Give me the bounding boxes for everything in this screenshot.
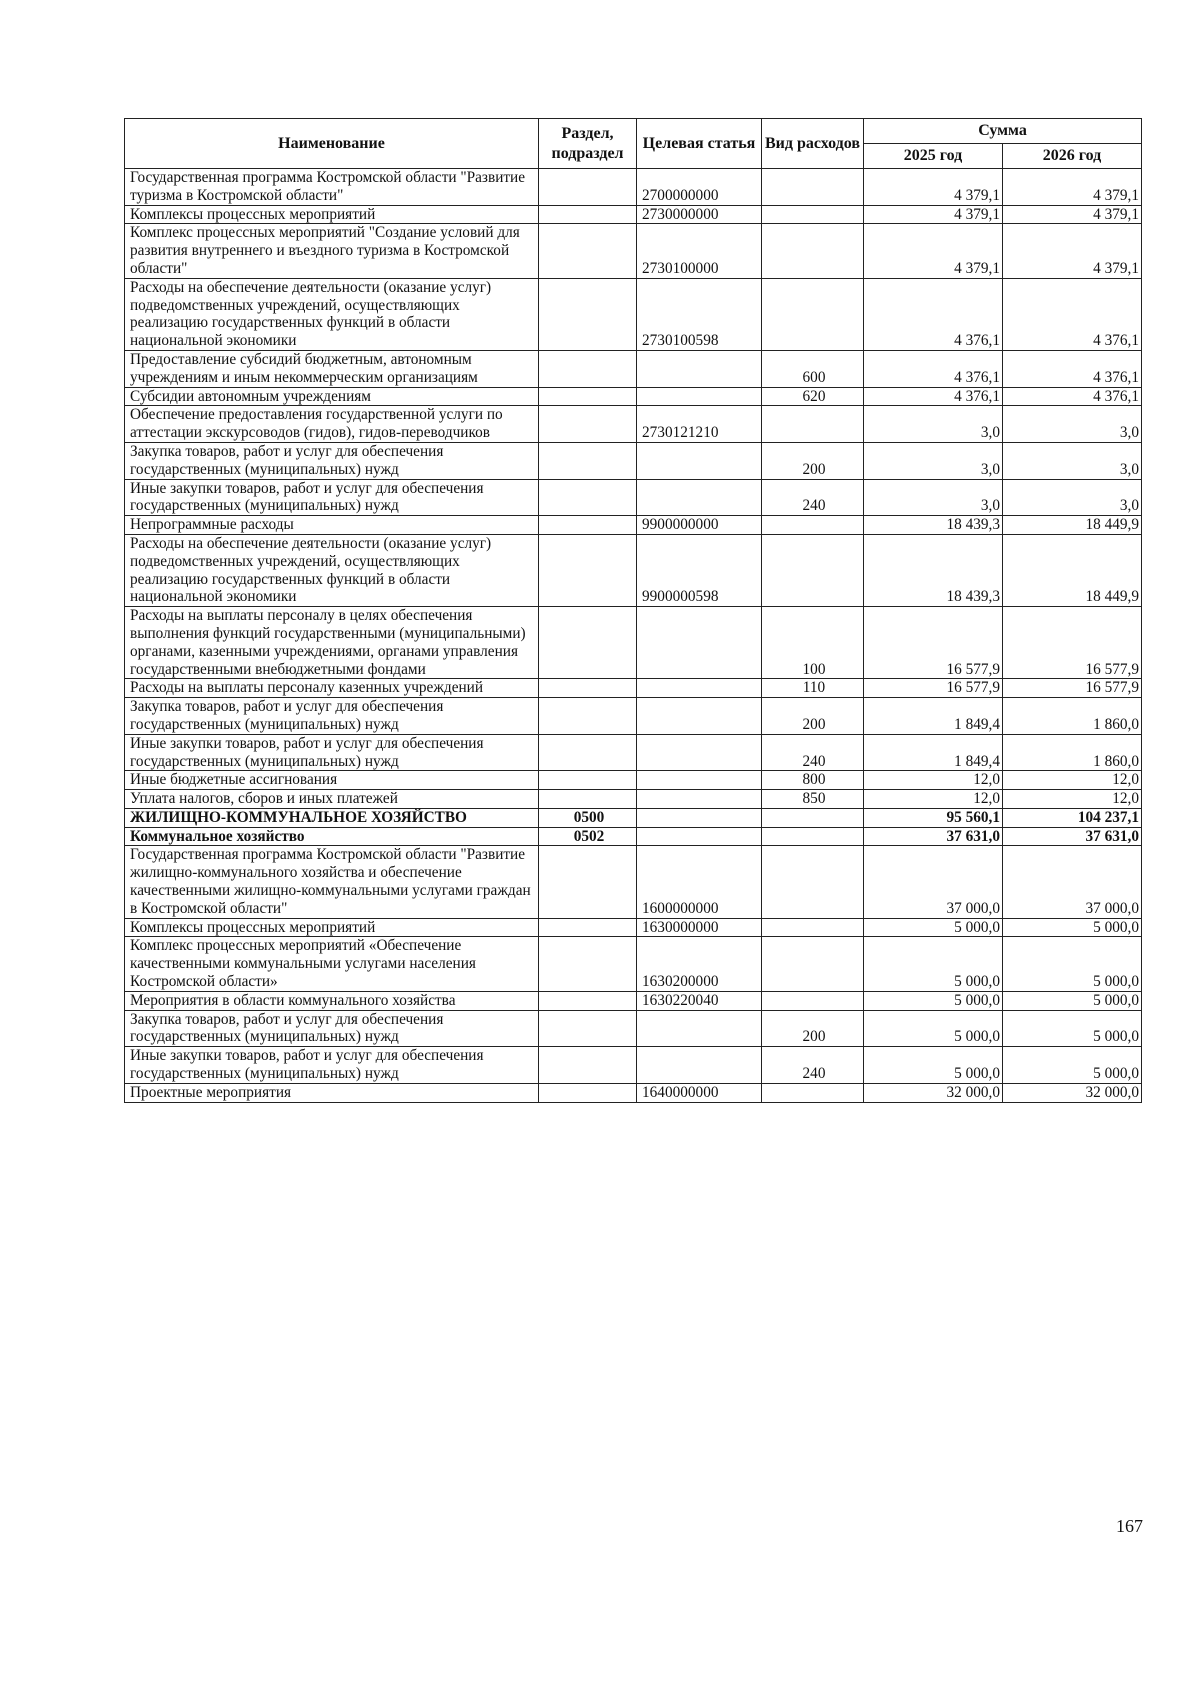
cell-target [637,698,762,735]
cell-target: 2730121210 [637,406,762,443]
header-2026: 2026 год [1003,144,1142,169]
table-row [125,827,1142,846]
page-number: 167 [1116,1516,1143,1536]
cell-2025: 5 000,0 [864,937,1003,991]
cell-2026: 4 376,1 [1003,350,1142,387]
cell-2026: 4 379,1 [1003,224,1142,278]
cell-2026: 4 376,1 [1003,278,1142,350]
cell-type: 100 [762,607,864,679]
cell-2025: 1 849,4 [864,698,1003,735]
cell-2026: 16 577,9 [1003,679,1142,698]
cell-type: 240 [762,734,864,771]
cell-type [762,169,864,206]
table-row [125,516,1142,535]
cell-2025: 12,0 [864,790,1003,809]
cell-section [539,387,637,406]
cell-section [539,698,637,735]
cell-name: Расходы на выплаты персоналу в целях обеспечения выполнения функций государственными (муниципальными) органами, казенными учреждениями, органами управления государственными внебюджетными фондами [125,607,539,679]
table-row [125,846,1142,918]
cell-section [539,679,637,698]
cell-target [637,827,762,846]
cell-type: 620 [762,387,864,406]
table-row [125,1083,1142,1102]
cell-section [539,205,637,224]
cell-type [762,918,864,937]
table-row [125,442,1142,479]
table-row [125,406,1142,443]
cell-section: 0500 [539,808,637,827]
cell-section [539,790,637,809]
cell-section [539,224,637,278]
cell-name: Комплекс процессных мероприятий "Создание условий для развития внутреннего и въездного туризма в Костромской области" [125,224,539,278]
cell-section [539,607,637,679]
header-section: Раздел, подраздел [539,119,637,169]
table-row [125,991,1142,1010]
cell-name: Комплекс процессных мероприятий «Обеспечение качественными коммунальными услугами населения Костромской области» [125,937,539,991]
cell-section [539,771,637,790]
cell-2026: 5 000,0 [1003,1047,1142,1084]
cell-name: Государственная программа Костромской области "Развитие туризма в Костромской области" [125,169,539,206]
header-sum: Сумма [864,119,1142,144]
cell-2026: 4 376,1 [1003,387,1142,406]
cell-2026: 5 000,0 [1003,1010,1142,1047]
cell-2025: 1 849,4 [864,734,1003,771]
cell-target [637,479,762,516]
cell-target: 2700000000 [637,169,762,206]
cell-name: Обеспечение предоставления государственной услуги по аттестации экскурсоводов (гидов), гидов-переводчиков [125,406,539,443]
table-row [125,169,1142,206]
cell-name: Расходы на обеспечение деятельности (оказание услуг) подведомственных учреждений, осуществляющих реализацию государственных функций в области национальной экономики [125,278,539,350]
cell-2025: 4 376,1 [864,350,1003,387]
cell-target [637,790,762,809]
cell-2026: 5 000,0 [1003,991,1142,1010]
cell-name: Иные бюджетные ассигнования [125,771,539,790]
cell-name: Закупка товаров, работ и услуг для обеспечения государственных (муниципальных) нужд [125,698,539,735]
cell-2025: 4 379,1 [864,224,1003,278]
cell-2026: 5 000,0 [1003,918,1142,937]
cell-section [539,1083,637,1102]
cell-name: Комплексы процессных мероприятий [125,918,539,937]
cell-name: Государственная программа Костромской области "Развитие жилищно-коммунального хозяйства и обеспечение качественными жилищно-коммунальными услугами граждан в Костромской области" [125,846,539,918]
cell-2026: 3,0 [1003,479,1142,516]
cell-2026: 37 000,0 [1003,846,1142,918]
cell-name: Коммунальное хозяйство [125,827,539,846]
cell-section [539,918,637,937]
cell-2025: 5 000,0 [864,1047,1003,1084]
budget-table [124,118,1142,1103]
header-name: Наименование [125,119,539,169]
table-row [125,224,1142,278]
cell-2026: 18 449,9 [1003,534,1142,606]
cell-name: Предоставление субсидий бюджетным, автономным учреждениям и иным некоммерческим организациям [125,350,539,387]
cell-target [637,771,762,790]
cell-2025: 4 376,1 [864,387,1003,406]
cell-section [539,991,637,1010]
cell-target: 9900000000 [637,516,762,535]
cell-2025: 5 000,0 [864,991,1003,1010]
cell-target: 1630000000 [637,918,762,937]
cell-2025: 16 577,9 [864,607,1003,679]
cell-name: Комплексы процессных мероприятий [125,205,539,224]
header-row [125,119,1142,144]
cell-name: ЖИЛИЩНО-КОММУНАЛЬНОЕ ХОЗЯЙСТВО [125,808,539,827]
cell-section [539,1010,637,1047]
cell-name: Иные закупки товаров, работ и услуг для обеспечения государственных (муниципальных) нужд [125,479,539,516]
cell-type [762,516,864,535]
cell-section [539,442,637,479]
cell-2025: 37 000,0 [864,846,1003,918]
cell-type [762,991,864,1010]
cell-type: 200 [762,698,864,735]
table-row [125,918,1142,937]
cell-2026: 12,0 [1003,771,1142,790]
cell-name: Уплата налогов, сборов и иных платежей [125,790,539,809]
cell-target [637,1047,762,1084]
cell-type: 850 [762,790,864,809]
cell-name: Непрограммные расходы [125,516,539,535]
cell-type [762,534,864,606]
header-type: Вид расходов [762,119,864,169]
header-2025: 2025 год [864,144,1003,169]
table-row [125,679,1142,698]
cell-2026: 32 000,0 [1003,1083,1142,1102]
table-row [125,1047,1142,1084]
table-body [125,169,1142,1103]
table-row [125,808,1142,827]
cell-2026: 3,0 [1003,406,1142,443]
table-row [125,205,1142,224]
cell-section [539,846,637,918]
cell-name: Иные закупки товаров, работ и услуг для обеспечения государственных (муниципальных) нужд [125,734,539,771]
cell-2025: 4 376,1 [864,278,1003,350]
cell-target [637,607,762,679]
cell-2025: 3,0 [864,479,1003,516]
cell-type: 240 [762,1047,864,1084]
cell-target: 1630220040 [637,991,762,1010]
cell-2026: 1 860,0 [1003,734,1142,771]
cell-section [539,734,637,771]
cell-2025: 3,0 [864,406,1003,443]
cell-section [539,169,637,206]
header-target: Целевая статья [637,119,762,169]
cell-target [637,442,762,479]
cell-target [637,808,762,827]
cell-2025: 95 560,1 [864,808,1003,827]
cell-2026: 18 449,9 [1003,516,1142,535]
cell-name: Расходы на обеспечение деятельности (оказание услуг) подведомственных учреждений, осуществляющих реализацию государственных функций в области национальной экономики [125,534,539,606]
cell-name: Расходы на выплаты персоналу казенных учреждений [125,679,539,698]
cell-type: 600 [762,350,864,387]
cell-section [539,479,637,516]
cell-type [762,827,864,846]
cell-2025: 12,0 [864,771,1003,790]
cell-2026: 104 237,1 [1003,808,1142,827]
cell-2025: 18 439,3 [864,534,1003,606]
cell-target: 2730000000 [637,205,762,224]
cell-type [762,1083,864,1102]
cell-type: 110 [762,679,864,698]
cell-2026: 16 577,9 [1003,607,1142,679]
table-row [125,1010,1142,1047]
table-row [125,607,1142,679]
cell-section [539,937,637,991]
cell-2026: 5 000,0 [1003,937,1142,991]
cell-section: 0502 [539,827,637,846]
cell-2025: 4 379,1 [864,205,1003,224]
cell-2025: 5 000,0 [864,1010,1003,1047]
cell-type [762,224,864,278]
cell-target [637,387,762,406]
cell-section [539,1047,637,1084]
cell-2026: 4 379,1 [1003,205,1142,224]
cell-type: 800 [762,771,864,790]
cell-target: 2730100598 [637,278,762,350]
cell-section [539,278,637,350]
cell-section [539,350,637,387]
cell-type: 200 [762,442,864,479]
table-row [125,350,1142,387]
cell-type [762,846,864,918]
cell-target [637,350,762,387]
table-row [125,479,1142,516]
cell-type [762,406,864,443]
cell-name: Мероприятия в области коммунального хозяйства [125,991,539,1010]
cell-name: Закупка товаров, работ и услуг для обеспечения государственных (муниципальных) нужд [125,442,539,479]
cell-section [539,534,637,606]
cell-target [637,734,762,771]
cell-target [637,679,762,698]
cell-target: 2730100000 [637,224,762,278]
cell-name: Закупка товаров, работ и услуг для обеспечения государственных (муниципальных) нужд [125,1010,539,1047]
cell-2025: 37 631,0 [864,827,1003,846]
cell-target: 1600000000 [637,846,762,918]
table-row [125,698,1142,735]
cell-2026: 1 860,0 [1003,698,1142,735]
cell-section [539,516,637,535]
cell-type: 200 [762,1010,864,1047]
table-row [125,387,1142,406]
cell-2026: 3,0 [1003,442,1142,479]
cell-2026: 37 631,0 [1003,827,1142,846]
table-row [125,937,1142,991]
cell-2025: 4 379,1 [864,169,1003,206]
cell-type [762,205,864,224]
cell-2026: 12,0 [1003,790,1142,809]
cell-type [762,808,864,827]
cell-2025: 5 000,0 [864,918,1003,937]
table-row [125,534,1142,606]
table-row [125,790,1142,809]
cell-2025: 18 439,3 [864,516,1003,535]
cell-target: 9900000598 [637,534,762,606]
cell-name: Иные закупки товаров, работ и услуг для обеспечения государственных (муниципальных) нужд [125,1047,539,1084]
cell-type: 240 [762,479,864,516]
cell-target: 1640000000 [637,1083,762,1102]
cell-target [637,1010,762,1047]
table-row [125,734,1142,771]
cell-type [762,937,864,991]
cell-type [762,278,864,350]
cell-section [539,406,637,443]
cell-name: Субсидии автономным учреждениям [125,387,539,406]
cell-2025: 3,0 [864,442,1003,479]
cell-2026: 4 379,1 [1003,169,1142,206]
table-row [125,278,1142,350]
cell-2025: 16 577,9 [864,679,1003,698]
table-row [125,771,1142,790]
cell-2025: 32 000,0 [864,1083,1003,1102]
cell-target: 1630200000 [637,937,762,991]
cell-name: Проектные мероприятия [125,1083,539,1102]
